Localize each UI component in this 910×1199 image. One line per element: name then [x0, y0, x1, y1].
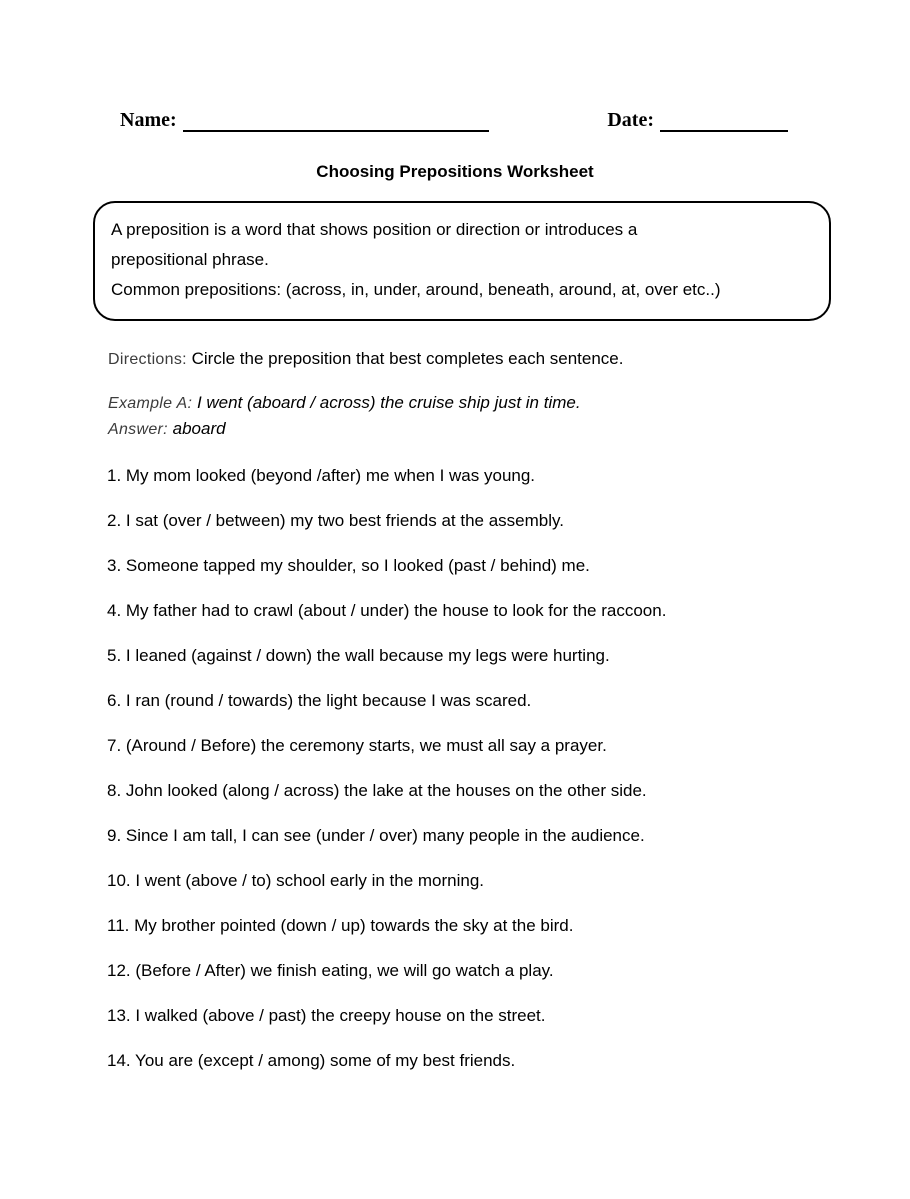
directions-row [108, 349, 910, 369]
date-field [607, 108, 788, 132]
question-item: 3. Someone tapped my shoulder, so I looked (past / behind) me. [107, 556, 590, 575]
question-item: 1. My mom looked (beyond /after) me when I was young. [107, 466, 536, 485]
question-item: 2. I sat (over / between) my two best friends at the assembly. [107, 511, 564, 530]
definition-line: prepositional phrase. [111, 250, 269, 269]
answer-text: aboard [172, 419, 226, 438]
example-label: Example A: [108, 395, 193, 412]
answer-row [108, 419, 910, 439]
question-item: 4. My father had to crawl (about / under) the house to look for the raccoon. [107, 601, 667, 620]
question-item: 10. I went (above / to) school early in the morning. [107, 871, 485, 890]
name-field [120, 108, 489, 132]
example-row [108, 393, 910, 413]
definition-box [93, 201, 831, 321]
directions-text: Circle the preposition that best completes each sentence. [191, 349, 624, 368]
example-sentence: I went (aboard / across) the cruise ship just in time. [196, 393, 581, 412]
directions-label: Directions: [108, 351, 187, 368]
definition-line: Common prepositions: (across, in, under, around, beneath, around, at, over etc..) [111, 280, 721, 299]
name-label: Name: [120, 109, 177, 131]
questions-list [107, 465, 910, 1072]
answer-label: Answer: [108, 421, 168, 438]
question-item: 7. (Around / Before) the ceremony starts, we must all say a prayer. [107, 736, 607, 755]
question-item: 12. (Before / After) we finish eating, we will go watch a play. [107, 961, 554, 980]
question-item: 8. John looked (along / across) the lake at the houses on the other side. [107, 781, 647, 800]
question-item: 14. You are (except / among) some of my best friends. [107, 1051, 516, 1070]
date-blank-line [660, 108, 788, 132]
question-item: 13. I walked (above / past) the creepy house on the street. [107, 1006, 546, 1025]
question-item: 9. Since I am tall, I can see (under / over) many people in the audience. [107, 826, 645, 845]
question-item: 5. I leaned (against / down) the wall because my legs were hurting. [107, 646, 610, 665]
worksheet-title: Choosing Prepositions Worksheet [316, 162, 594, 181]
name-blank-line [183, 108, 489, 132]
date-label: Date: [607, 109, 654, 131]
definition-line: A preposition is a word that shows position or direction or introduces a [111, 220, 638, 239]
header-row [0, 0, 910, 132]
question-item: 6. I ran (round / towards) the light because I was scared. [107, 691, 532, 710]
question-item: 11. My brother pointed (down / up) towards the sky at the bird. [107, 916, 574, 935]
